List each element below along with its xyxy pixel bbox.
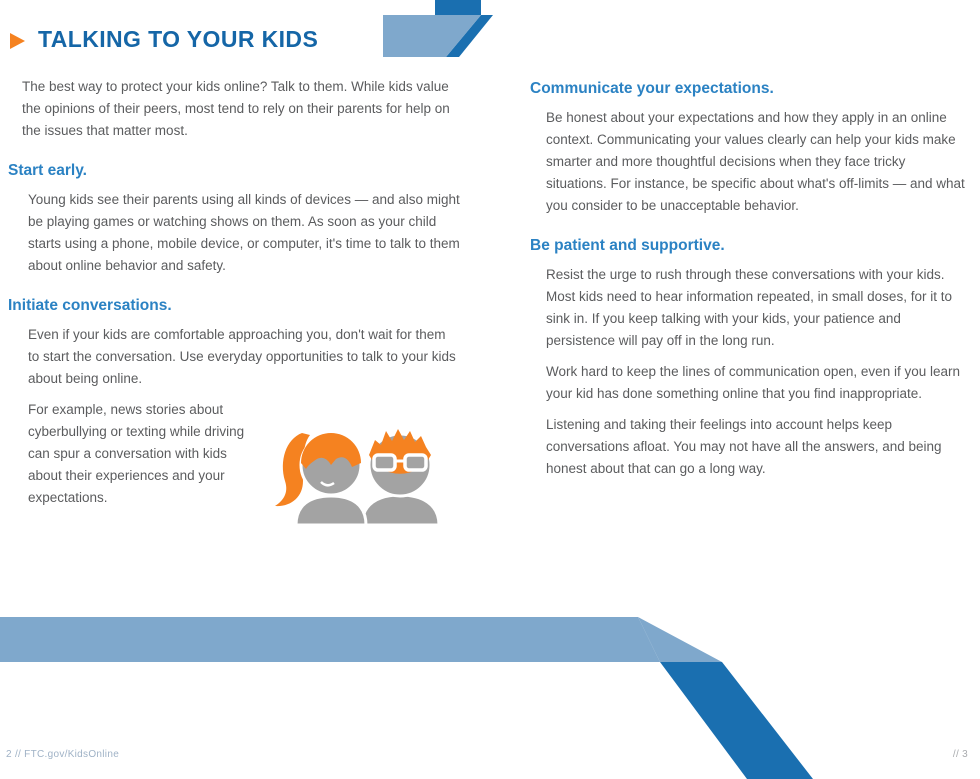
body-paragraph: Work hard to keep the lines of communication open, even if you learn your kid has done something online that you find inappropriate. [546, 364, 960, 401]
body-paragraph: Young kids see their parents using all kinds of devices — and also might be playing games or watching shows on them. As soon as your child starts using a phone, mobile device, or computer, it's time to talk to them about online behavior and safety. [28, 192, 460, 273]
section-heading-be-patient: Be patient and supportive. [530, 237, 725, 254]
body-paragraph: Even if your kids are comfortable approaching you, don't wait for them to start the conversation. Use everyday opportunities to talk to your kids about being online. [28, 327, 456, 386]
section-heading-initiate-conversations: Initiate conversations. [8, 297, 172, 314]
intro-paragraph: The best way to protect your kids online? Talk to them. While kids value the opinions of their peers, most tend to rely on their parents for help on the issues that matter most. [22, 79, 450, 138]
section-heading-communicate-expectations: Communicate your expectations. [530, 80, 774, 97]
page-title: TALKING TO YOUR KIDS [38, 26, 319, 52]
body-paragraph: Resist the urge to rush through these conversations with your kids. Most kids need to hear information repeated, in small doses, for it to sink in. If you keep talking with your kids, your patience and persistence will pay off in the long run. [546, 267, 952, 348]
section-heading-start-early: Start early. [8, 162, 87, 179]
orange-arrow-icon [10, 33, 25, 49]
paragraph-with-illustration [28, 399, 460, 525]
two-kids-illustration [274, 403, 450, 525]
body-paragraph: Be honest about your expectations and how they apply in an online context. Communicating your values clearly can help your kids make smarter and more thoughtful decisions when they face tricky situations. For instance, be specific about what's off-limits — and what you consider to be unacceptable behavior. [546, 110, 965, 213]
glasses-icon [374, 455, 395, 470]
corner-ribbon-graphic [380, 0, 500, 60]
footer-page-url: 2 // FTC.gov/KidsOnline [6, 749, 120, 760]
footer-page-number: // 3 [952, 749, 968, 760]
bottom-ribbon-graphic [0, 612, 980, 779]
left-column [8, 76, 460, 525]
body-paragraph: For example, news stories about cyberbullying or texting while driving can spur a conversation with kids about their experiences and your expectations. [28, 402, 245, 505]
body-paragraph: Listening and taking their feelings into account helps keep conversations afloat. You may not have all the answers, and being honest about that can go a long way. [546, 417, 942, 476]
right-column [528, 80, 966, 489]
